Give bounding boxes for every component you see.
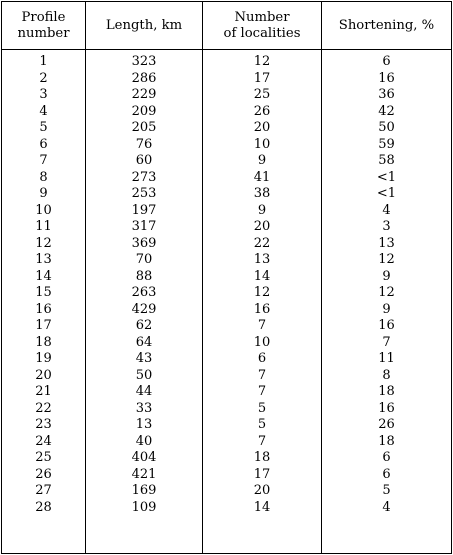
table-row (2, 137, 451, 154)
table-row (2, 302, 451, 319)
profile-number-cell: 19 (35, 351, 52, 366)
profile-number-cell: 9 (39, 186, 48, 201)
table-row (2, 252, 451, 269)
shortening-cell: <1 (376, 169, 397, 185)
table-row (2, 335, 451, 352)
table-body (2, 54, 451, 516)
profile-number-cell: 3 (39, 87, 48, 102)
shortening-cell: 6 (382, 450, 391, 465)
shortening-cell: 58 (378, 153, 395, 168)
length-cell: 263 (131, 285, 157, 300)
length-cell: 76 (135, 136, 153, 152)
header-number-of-localities: Number of localities (223, 9, 301, 41)
localities-cell: 12 (253, 54, 271, 69)
length-cell: 197 (131, 202, 157, 218)
shortening-cell: 4 (382, 202, 391, 218)
length-cell: 229 (131, 87, 157, 102)
shortening-cell: 6 (382, 466, 391, 482)
table-row (2, 368, 451, 385)
profile-number-cell: 6 (39, 136, 48, 152)
profile-number-cell: 7 (39, 153, 48, 168)
length-cell: 33 (135, 400, 153, 416)
table-row (2, 71, 451, 88)
profile-number-cell: 22 (35, 400, 52, 416)
table-header (2, 2, 451, 50)
table-row (2, 351, 451, 368)
length-cell: 273 (131, 169, 157, 185)
localities-cell: 5 (257, 417, 267, 432)
table-row (2, 434, 451, 451)
localities-cell: 14 (253, 268, 271, 284)
shortening-cell: 42 (378, 103, 395, 119)
localities-cell: 22 (253, 235, 271, 251)
localities-cell: 25 (253, 87, 271, 102)
profile-number-cell: 27 (35, 483, 52, 498)
localities-cell: 20 (253, 120, 271, 135)
profile-number-cell: 5 (39, 120, 48, 135)
localities-cell: 6 (257, 351, 267, 366)
length-cell: 62 (135, 318, 153, 333)
length-cell: 421 (131, 466, 157, 482)
profile-number-cell: 28 (35, 499, 52, 515)
profile-number-cell: 13 (35, 252, 52, 267)
length-cell: 323 (131, 54, 157, 69)
localities-cell: 16 (253, 301, 271, 317)
table-row (2, 318, 451, 335)
length-cell: 60 (135, 153, 153, 168)
localities-cell: 10 (253, 136, 271, 152)
table-row (2, 467, 451, 484)
localities-cell: 7 (257, 318, 267, 333)
length-cell: 13 (135, 417, 153, 432)
shortening-cell: 16 (378, 400, 395, 416)
profile-number-cell: 24 (35, 433, 52, 449)
shortening-cell: 9 (382, 301, 391, 317)
localities-cell: 7 (257, 433, 267, 449)
length-cell: 404 (131, 450, 157, 465)
shortening-cell: 6 (382, 54, 391, 69)
table-row (2, 153, 451, 170)
header-length-km: Length, km (105, 17, 183, 33)
profile-number-cell: 1 (39, 54, 48, 69)
shortening-cell: 16 (378, 70, 395, 86)
localities-cell: 17 (253, 466, 271, 482)
localities-cell: 12 (253, 285, 271, 300)
localities-cell: 5 (257, 400, 267, 416)
length-cell: 317 (131, 219, 157, 234)
shortening-cell: 8 (382, 367, 391, 383)
profile-number-cell: 2 (39, 70, 48, 86)
data-table (1, 1, 452, 554)
table-row (2, 120, 451, 137)
shortening-cell: 36 (378, 87, 395, 102)
table-row (2, 54, 451, 71)
localities-cell: 26 (253, 103, 271, 119)
header-profile-number: Profile number (17, 9, 70, 41)
table-row (2, 483, 451, 500)
length-cell: 64 (135, 334, 153, 350)
profile-number-cell: 4 (39, 103, 48, 119)
profile-number-cell: 21 (35, 384, 52, 399)
profile-number-cell: 20 (35, 367, 52, 383)
localities-cell: 10 (253, 334, 271, 350)
shortening-cell: 11 (378, 351, 395, 366)
length-cell: 209 (131, 103, 157, 119)
shortening-cell: 5 (382, 483, 391, 498)
shortening-cell: 7 (382, 334, 391, 350)
localities-cell: 9 (257, 202, 267, 218)
header-shortening-percent: Shortening, % (338, 17, 435, 33)
length-cell: 369 (131, 235, 157, 251)
length-cell: 286 (131, 70, 157, 86)
length-cell: 169 (131, 483, 157, 498)
table-row (2, 285, 451, 302)
table-row (2, 401, 451, 418)
table-row (2, 219, 451, 236)
shortening-cell: 12 (378, 285, 395, 300)
shortening-cell: 9 (382, 268, 391, 284)
table-row (2, 203, 451, 220)
profile-number-cell: 11 (35, 219, 52, 234)
table-row (2, 500, 451, 517)
length-cell: 253 (131, 186, 157, 201)
localities-cell: 41 (253, 169, 271, 185)
length-cell: 44 (135, 384, 153, 399)
shortening-cell: 59 (378, 136, 395, 152)
shortening-cell: 4 (382, 499, 391, 515)
table-row (2, 269, 451, 286)
localities-cell: 20 (253, 483, 271, 498)
profile-number-cell: 14 (35, 268, 52, 284)
profile-number-cell: 18 (35, 334, 52, 350)
length-cell: 205 (131, 120, 157, 135)
shortening-cell: 18 (378, 384, 395, 399)
shortening-cell: 50 (378, 120, 395, 135)
profile-number-cell: 16 (35, 301, 52, 317)
shortening-cell: 3 (382, 219, 391, 234)
table-row (2, 236, 451, 253)
profile-number-cell: 25 (35, 450, 52, 465)
shortening-cell: 16 (378, 318, 395, 333)
table-row (2, 186, 451, 203)
length-cell: 40 (135, 433, 153, 449)
localities-cell: 7 (257, 384, 267, 399)
profile-number-cell: 15 (35, 285, 52, 300)
length-cell: 429 (131, 301, 157, 317)
localities-cell: 9 (257, 153, 267, 168)
length-cell: 50 (135, 367, 153, 383)
localities-cell: 17 (253, 70, 271, 86)
shortening-cell: <1 (376, 186, 397, 201)
length-cell: 109 (131, 499, 157, 515)
shortening-cell: 13 (378, 235, 395, 251)
table-row (2, 450, 451, 467)
table-row (2, 87, 451, 104)
profile-number-cell: 10 (35, 202, 52, 218)
localities-cell: 14 (253, 499, 271, 515)
shortening-cell: 12 (378, 252, 395, 267)
profile-number-cell: 8 (39, 169, 48, 185)
table-row (2, 104, 451, 121)
localities-cell: 38 (253, 186, 271, 201)
localities-cell: 7 (257, 367, 267, 383)
localities-cell: 13 (253, 252, 271, 267)
localities-cell: 20 (253, 219, 271, 234)
length-cell: 70 (135, 252, 153, 267)
shortening-cell: 18 (378, 433, 395, 449)
profile-number-cell: 26 (35, 466, 52, 482)
profile-number-cell: 23 (35, 417, 52, 432)
profile-number-cell: 17 (35, 318, 52, 333)
table-row (2, 384, 451, 401)
shortening-cell: 26 (378, 417, 395, 432)
profile-number-cell: 12 (35, 235, 52, 251)
localities-cell: 18 (253, 450, 271, 465)
length-cell: 43 (135, 351, 153, 366)
length-cell: 88 (135, 268, 153, 284)
table-row (2, 170, 451, 187)
table-row (2, 417, 451, 434)
